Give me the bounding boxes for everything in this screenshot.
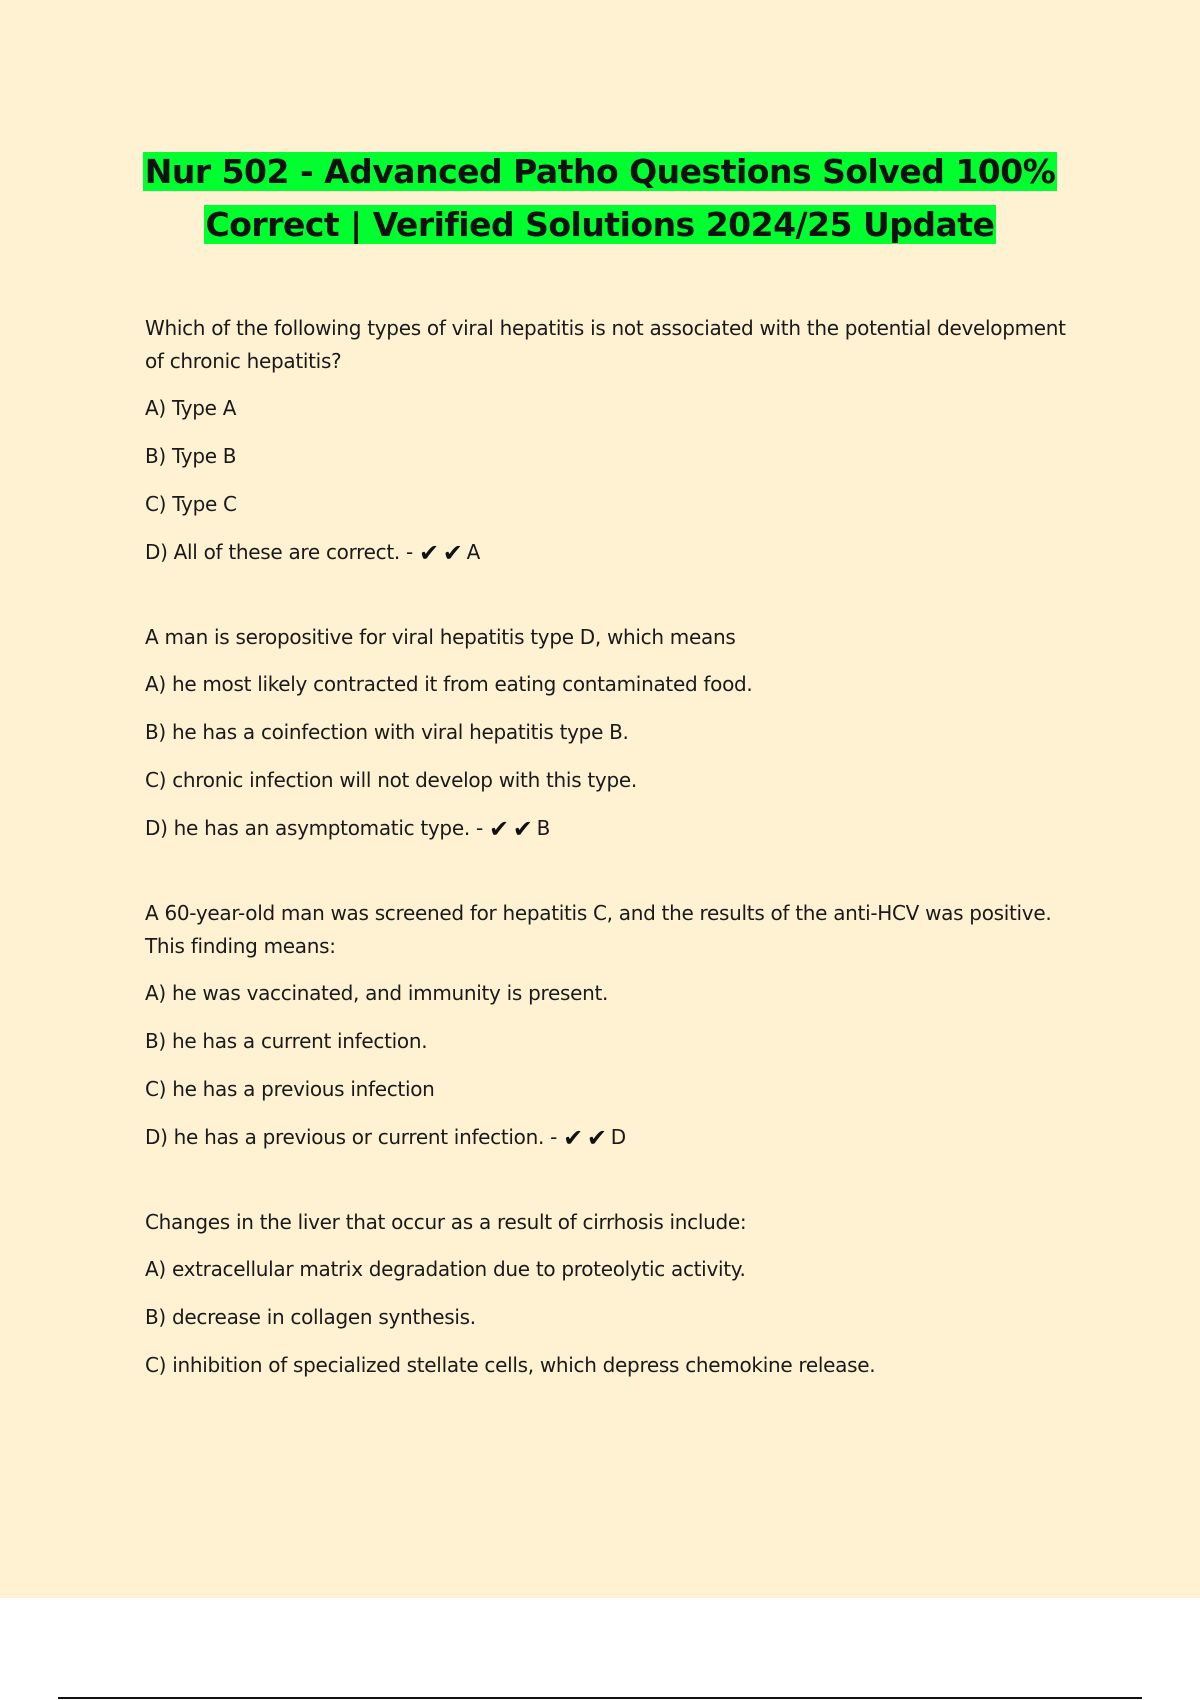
answer-option: A) he was vaccinated, and immunity is present. — [145, 981, 609, 1005]
answer-option-text: D) he has an asymptomatic type. - — [145, 816, 483, 840]
question-text: A 60-year-old man was screened for hepatitis C, and the results of the anti-HCV was positive. This finding means: — [145, 901, 1052, 958]
question-block — [145, 621, 1085, 845]
correct-answer: D — [610, 1125, 626, 1149]
title-line-1: Nur 502 - Advanced Patho Questions Solved 100% — [144, 152, 1056, 191]
check-icon: ✔ — [488, 815, 509, 843]
check-icon: ✔ — [512, 815, 533, 843]
document-title — [0, 145, 1200, 251]
answer-option: A) extracellular matrix degradation due to proteolytic activity. — [145, 1257, 746, 1281]
answer-option: B) decrease in collagen synthesis. — [145, 1305, 476, 1329]
question-block — [145, 312, 1085, 569]
question-list — [145, 312, 1085, 1434]
correct-answer: A — [466, 540, 480, 564]
question-block — [145, 897, 1085, 1154]
answer-option-last — [145, 812, 1085, 845]
check-icon: ✔ — [442, 539, 463, 567]
answer-option: B) Type B — [145, 444, 237, 468]
answer-option: A) he most likely contracted it from eating contaminated food. — [145, 672, 753, 696]
answer-option: C) inhibition of specialized stellate cells, which depress chemokine release. — [145, 1353, 876, 1377]
answer-option: B) he has a coinfection with viral hepatitis type B. — [145, 720, 629, 744]
check-icon: ✔ — [586, 1124, 607, 1152]
question-text: Which of the following types of viral hepatitis is not associated with the potential development of chronic hepatitis? — [145, 316, 1066, 373]
answer-option-text: D) All of these are correct. - — [145, 540, 413, 564]
question-text: Changes in the liver that occur as a result of cirrhosis include: — [145, 1210, 747, 1234]
check-icon: ✔ — [418, 539, 439, 567]
question-block — [145, 1206, 1085, 1382]
answer-option: B) he has a current infection. — [145, 1029, 428, 1053]
answer-option: C) chronic infection will not develop with this type. — [145, 768, 637, 792]
answer-option: A) Type A — [145, 396, 237, 420]
correct-answer: B — [536, 816, 550, 840]
answer-option-last — [145, 1121, 1085, 1154]
footer-divider — [58, 1697, 1142, 1699]
check-icon: ✔ — [563, 1124, 583, 1152]
title-line-2: Correct | Verified Solutions 2024/25 Update — [205, 205, 995, 244]
answer-option: C) he has a previous infection — [145, 1077, 435, 1101]
question-text: A man is seropositive for viral hepatitis type D, which means — [145, 625, 736, 649]
answer-option-last — [145, 536, 1085, 569]
answer-option-text: D) he has a previous or current infection. - — [145, 1125, 558, 1149]
answer-option: C) Type C — [145, 492, 237, 516]
